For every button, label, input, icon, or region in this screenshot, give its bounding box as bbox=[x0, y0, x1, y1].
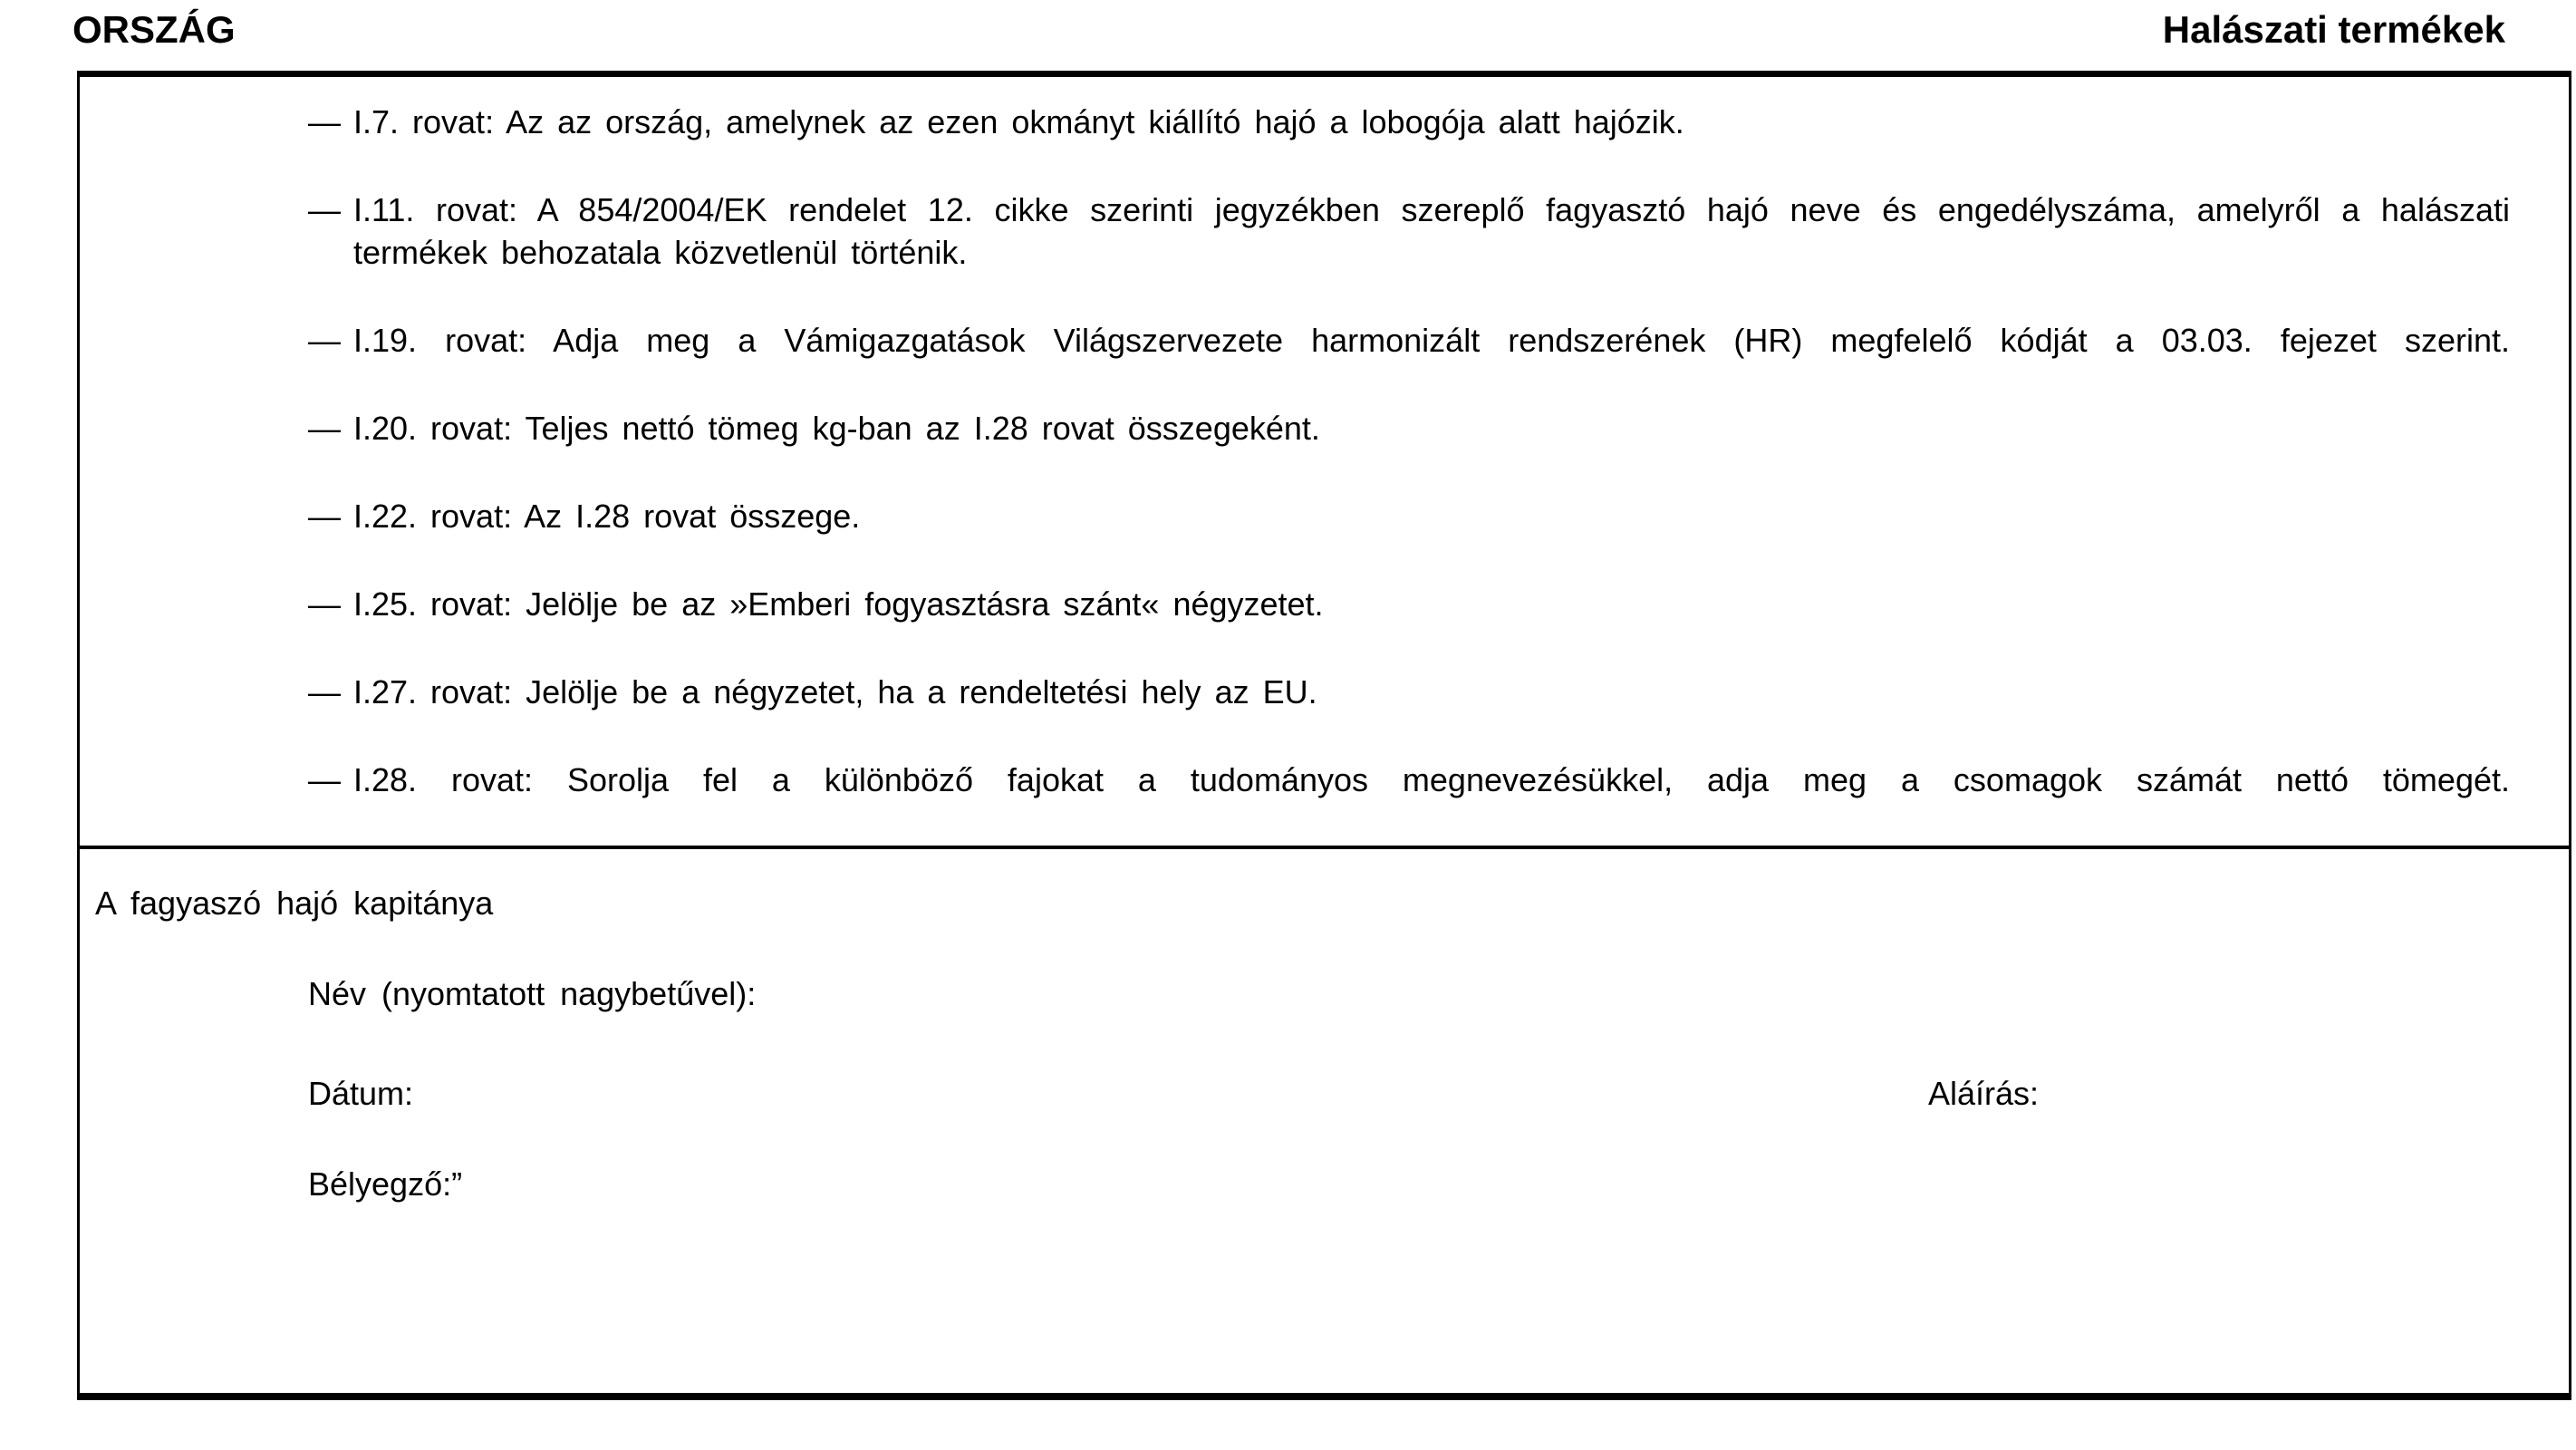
instruction-item bbox=[308, 759, 2510, 801]
instruction-item bbox=[308, 583, 2510, 625]
signature-label: Aláírás: bbox=[1928, 1075, 2040, 1112]
instruction-text: I.27. rovat: Jelölje be a négyzetet, ha a rendeltetési hely az EU. bbox=[353, 673, 1317, 710]
instruction-text: I.28. rovat: Sorolja fel a különböző fajokat a tudományos megnevezésükkel, adja meg a csomagok számát nettó tömegét. bbox=[353, 761, 2510, 798]
instruction-text: I.7. rovat: Az az ország, amelynek az ezen okmányt kiállító hajó a lobogója alatt hajózik. bbox=[353, 103, 1684, 140]
instruction-text: I.19. rovat: Adja meg a Vámigazgatások Világszervezete harmonizált rendszerének (HR) megfelelő kódját a 03.03. fejezet szerint. bbox=[353, 322, 2510, 359]
dash-marker: — bbox=[308, 322, 341, 359]
instruction-item bbox=[308, 319, 2510, 362]
instructions-list bbox=[80, 77, 2569, 801]
instructions-box bbox=[77, 71, 2571, 1400]
instruction-text: I.11. rovat: A 854/2004/EK rendelet 12. cikke szerinti jegyzékben szereplő fagyasztó hajó neve és engedélyszáma, amelyről a halászati termékek behozatala közvetlenül történik. bbox=[353, 191, 2510, 271]
date-label: Dátum: bbox=[308, 1075, 414, 1112]
dash-marker: — bbox=[308, 673, 341, 710]
section-divider bbox=[80, 846, 2569, 849]
dash-marker: — bbox=[308, 191, 341, 228]
dash-marker: — bbox=[308, 103, 341, 140]
stamp-label: Bélyegző:” bbox=[308, 1165, 463, 1203]
instruction-text: I.20. rovat: Teljes nettó tömeg kg-ban az I.28 rovat összegeként. bbox=[353, 410, 1320, 447]
captain-section-title: A fagyaszó hajó kapitánya bbox=[95, 884, 494, 922]
products-title: Halászati termékek bbox=[2162, 8, 2505, 51]
dash-marker: — bbox=[308, 585, 341, 623]
instruction-text: I.25. rovat: Jelölje be az »Emberi fogyasztásra szánt« négyzetet. bbox=[353, 585, 1324, 623]
dash-marker: — bbox=[308, 498, 341, 535]
dash-marker: — bbox=[308, 410, 341, 447]
instruction-item bbox=[308, 495, 2510, 537]
instruction-text: I.22. rovat: Az I.28 rovat összege. bbox=[353, 498, 861, 535]
country-title: ORSZÁG bbox=[72, 8, 236, 51]
instruction-item bbox=[308, 671, 2510, 713]
instruction-item bbox=[308, 188, 2510, 274]
name-label: Név (nyomtatott nagybetűvel): bbox=[308, 975, 757, 1012]
instruction-item bbox=[308, 407, 2510, 450]
instruction-item bbox=[308, 101, 2510, 143]
dash-marker: — bbox=[308, 761, 341, 798]
page-header bbox=[72, 9, 2505, 51]
